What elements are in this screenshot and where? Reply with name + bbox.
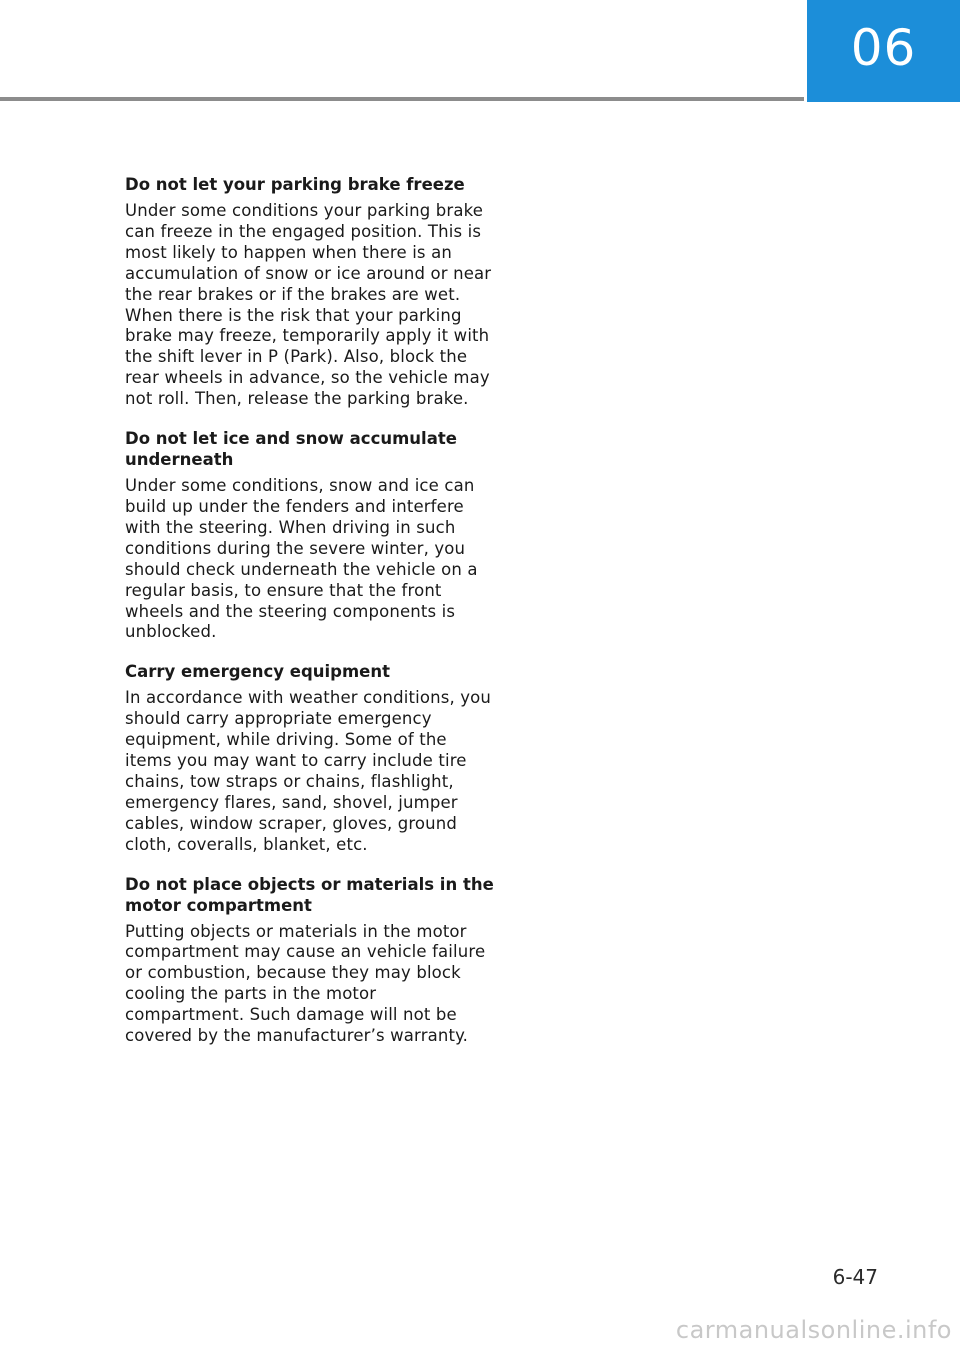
chapter-number: 06 (850, 19, 917, 77)
section-parking-brake (125, 174, 497, 410)
section-heading: Do not let ice and snow accumulate underneath (125, 429, 457, 470)
section-body: Under some conditions your parking brake can freeze in the engaged position. This is most likely to happen when there is an accumulation of snow or ice around or near the rear brakes or if the brakes are wet. When there is the risk that your parking brake may freeze, temporarily apply it with the shift lever in P (Park). Also, block the rear wheels in advance, so the vehicle may not roll. Then, release the parking brake. (125, 201, 492, 409)
section-heading: Carry emergency equipment (125, 662, 390, 682)
section-body: Putting objects or materials in the motor compartment may cause an vehicle failure or combustion, because they may block cooling the parts in the motor compartment. Such damage will not be covered by the manufacturer’s warranty. (125, 921, 486, 1046)
section-heading: Do not place objects or materials in the motor compartment (125, 874, 494, 915)
section-motor-compartment (125, 874, 497, 1047)
page-number: 6-47 (832, 1265, 878, 1289)
section-heading: Do not let your parking brake freeze (125, 175, 465, 194)
section-ice-snow (125, 428, 497, 643)
header-rule (0, 97, 804, 101)
watermark: carmanualsonline.info (675, 1316, 952, 1344)
section-emergency-equipment (125, 661, 497, 855)
section-body: In accordance with weather conditions, you should carry appropriate emergency equipment, while driving. Some of the items you may want to carry include tire chains, tow straps or chains, flashlight, emergency flares, sand, shovel, jumper cables, window scraper, gloves, ground cloth, coveralls, blanket, etc. (125, 688, 492, 854)
chapter-tab (807, 0, 960, 102)
main-content (125, 174, 497, 1065)
section-body: Under some conditions, snow and ice can build up under the fenders and interfere with the steering. When driving in such conditions during the severe winter, you should check underneath the vehicle on a regular basis, to ensure that the front wheels and the steering components is unblocked. (125, 476, 478, 642)
